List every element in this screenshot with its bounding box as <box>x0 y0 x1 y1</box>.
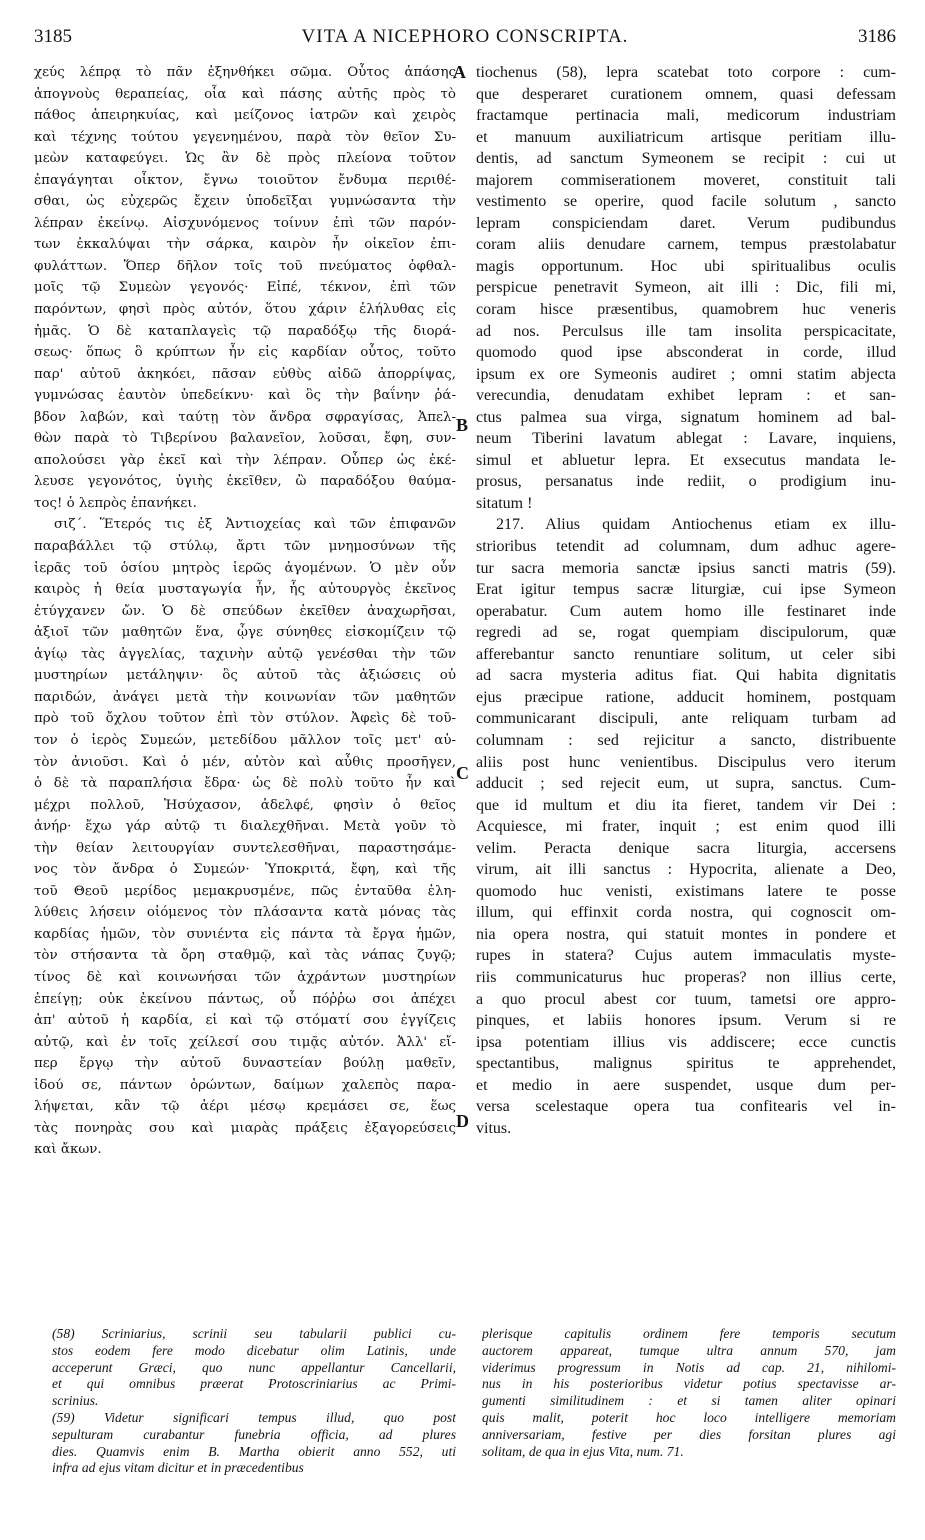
greek-text-line: τίνος δὲ καὶ κοινωνήσαι τῶν ἀχράντων μυστηρίων <box>34 969 456 985</box>
greek-text-line: ἀνήρ· ἔχω γάρ αὐτῷ τι διαλεχθῆναι. Μετὰ γοῦν τὸ <box>34 819 456 835</box>
page-number-left: 3185 <box>34 26 72 47</box>
greek-text-line: τὸν ἀνιοῦσι. Καὶ ὁ μέν, αὐτὸν καὶ αὖθις προσῆγεν, <box>34 754 456 770</box>
greek-text-line: τος! ὁ λεπρὸς ἐπανήκει. <box>34 495 197 511</box>
greek-text-line: λύθεις λήσειν οἰόμενος τὸν πλάσαντα κατὰ μόνας τὰς <box>34 905 456 921</box>
greek-text-line: ὁ δὲ τὰ παραπλήσια ἔδρα· ὡς δὲ πολὺ τοῦτο ἦν καὶ <box>34 776 456 792</box>
greek-text-line: τὸν στήσαντα τὰ ὄρη σταθμῷ, καὶ τὰς νάπας ζυγῷ; <box>34 948 456 964</box>
greek-text-line: ἀπογνοὺς θεραπείας, οἷα καὶ πάσης αὐτῆς πρὸς τὸ <box>34 86 456 102</box>
latin-text-line: ipsa potentiam illius vis addiscere; ecce cunctis <box>476 1033 896 1051</box>
footnote-line: plerisque capitulis ordinem fere temporis secutum <box>482 1326 896 1341</box>
latin-text-line: et manuum auxiliatricum artisque peritiam illu- <box>476 128 896 146</box>
greek-text-line: χεύς λέπρᾳ τὸ πᾶν ἐξηνθήκει σῶμα. Οὗτος ἁπάσης <box>34 65 456 80</box>
latin-text-line: riis communicaturus huc properas? non illius certe, <box>476 968 896 986</box>
footnote-line: quis malit, poterit hoc loco intelligere memoriam <box>482 1409 896 1425</box>
latin-text-line: ctus palmea sua virga, signatum hominem ad bal- <box>476 408 896 426</box>
greek-text-line: καὶ τέχνης τούτου γεγενημένου, παρὰ τὸν θεῖον Συ- <box>34 129 456 145</box>
latin-text-line: ad sacra mysteria aditus fiat. Qui habita dignitatis <box>476 667 896 685</box>
greek-text-line: φυλάττων. Ὅπερ δῆλον τοῖς τοῦ πνεύματος ὀφθαλ- <box>34 258 456 274</box>
latin-text-line: que id multum et diu ita fieret, tandem vir Dei : <box>476 796 896 814</box>
footnotes-left <box>52 1326 456 1477</box>
latin-text-line: columnam : sed rejicitur a sancto, distribuente <box>476 731 896 749</box>
latin-text-line: perspicue penetravit Symeon, ait illi : Dic, fili mi, <box>476 279 896 297</box>
greek-text-line: θὼν παρὰ τὸ Τιβερίνου βαλανεῖον, λοῦσαι, ἔφη, συν- <box>34 431 456 447</box>
latin-text-line: prosus, persanatus inde rediit, o prodigium inu- <box>476 473 896 491</box>
latin-text-line: vestimento se operire, quod facile solutum , sancto <box>476 193 896 211</box>
latin-text-line: quomodo quod ipse absconderat in corde, illud <box>476 344 896 362</box>
latin-text-line: a quo procul abest cor tuum, tametsi ore appro- <box>476 990 896 1008</box>
greek-text-line: περ ἔργῳ τὴν αὐτοῦ δυναστείαν βούλῃ μαθεῖν, <box>34 1056 456 1072</box>
greek-text-line: ἀξιοῖ τῶν μαθητῶν ἕνα, ᾧγε σύνηθες εἰσκομίζειν τῷ <box>34 625 456 641</box>
greek-text-line: ἱερᾶς τοῦ ὁσίου μητρὸς ἱερῶς ἀγομένων. Ὁ μὲν οὖν <box>34 560 456 576</box>
latin-text-line: aliis post hunc venientibus. Discipulus vero iterum <box>476 753 896 771</box>
footnote-line: (58) Scriniarius, scrinii seu tabularii publici cu- <box>52 1326 456 1341</box>
greek-text-line: ἰδού σε, πάντων ὁρώντων, δαίμων χαλεπὸς παρα- <box>34 1077 456 1093</box>
greek-text-line: ἐτύγχανεν ὤν. Ὁ δὲ σπεύδων ἐκεῖθεν ἀναχωρῆσαι, <box>34 603 456 619</box>
greek-text-line: λέπραν ἐκείνῳ. Αἰσχυνόμενος τοίνυν ἐπὶ τῶν παρόν- <box>34 215 456 231</box>
greek-text-line: μοῖς τῷ Συμεὼν γεγονός· Εἰπέ, τέκνον, ἐπὶ τῶν <box>34 280 456 296</box>
latin-text-line: ipsum ex ore Symeonis audiret ; omni statim abjecta <box>476 365 896 383</box>
greek-text-line: τον ὁ ἱερὸς Συμεών, μετεδίδου μᾶλλον τοῖς μετ' αὐ- <box>34 732 456 748</box>
latin-text-line: nia opera nostra, qui statuit montes in pondere et <box>476 925 896 943</box>
greek-text-line: σιζ΄. Ἕτερός τις ἐξ Ἀντιοχείας καὶ τῶν ἐπιφανῶν <box>54 517 456 533</box>
latin-text-line: velim. Peracta denique sacra liturgia, accersens <box>476 839 896 857</box>
footnote-line: et qui omnibus præerat Protoscriniarius ac Primi- <box>52 1376 456 1392</box>
section-marker-b: B <box>456 415 469 435</box>
footnote-line: gumenti similitudinem : et si tamen aliter opinari <box>482 1393 896 1409</box>
greek-text-line: λευσε γεγονότος, ὑγιὴς ἐκεῖθεν, ὢ παραδόξου θαύμα- <box>34 474 456 490</box>
greek-text-line: καιρὸς ἡ θεία μυσταγωγία ἦν, ἧς αὐτουργὸς ἐκεῖνος <box>34 582 456 598</box>
greek-text-line: μεὼν καταφεύγει. Ὡς ἂν δὲ πρὸς πλείονα τοῦτον <box>34 151 456 167</box>
greek-text-line: πάθος ἀπειρηκυίας, καὶ μείζονος ἰατρῶν καὶ χειρὸς <box>34 108 456 124</box>
footnote-line: dies. Quamvis enim B. Martha obierit anno 552, uti <box>52 1443 456 1459</box>
latin-text-line: ejus præcipue ratione, adducit hominem, postquam <box>476 688 896 706</box>
greek-text-line: νος τὸν ἄνδρα ὁ Συμεών· Ὑποκριτά, ἔφη, καὶ τῆς <box>34 862 456 878</box>
latin-text-line: adducit ; sed rejecit eum, ut supra, sanctus. Cum- <box>476 775 896 793</box>
latin-text-line: pinques, et labiis honores ipsum. Verum si re <box>476 1012 896 1030</box>
greek-text-line: παρ' αὐτοῦ ἀκηκόει, πᾶσαν εὐθὺς αἰδῶ ἀπορρίψας, <box>34 366 456 382</box>
footnote-line: scrinius. <box>52 1393 99 1409</box>
footnote-line: infra ad ejus vitam dicitur et in præcedentibus <box>52 1460 304 1476</box>
footnote-line: solitam, de qua in ejus Vita, num. 71. <box>482 1443 684 1459</box>
latin-text-line: coram hisce præsentibus, quamobrem huc veneris <box>476 301 896 319</box>
greek-text-line: ἡμᾶς. Ὁ δὲ καταπλαγεὶς τῷ παραδόξῳ τῆς διορά- <box>34 323 456 339</box>
latin-text-line: communicarant discipuli, ante reliquam turbam ad <box>476 710 896 728</box>
greek-text-line: των ἐκκαλύψαι τὴν σάρκα, καιρὸν ἦν οἰκεῖον ἐπι- <box>34 237 456 253</box>
footnote-line: nus in his posterioribus videtur potius spectavisse ar- <box>482 1376 896 1392</box>
footnote-line: acceperunt Græci, quo nunc appellantur Cancellarii, <box>52 1359 456 1375</box>
latin-text-line: versa scelestaque opera tua confitearis vel in- <box>476 1098 896 1116</box>
latin-text-line: sitatum ! <box>476 494 533 512</box>
latin-text-line: neum Tiberini lavatum ablegat : Lavare, inquiens, <box>476 430 896 448</box>
running-header <box>34 26 896 56</box>
greek-text-line: ἀπ' αὐτοῦ ἡ καρδία, εἰ καὶ τῷ στόματί σου ἐγγίζεις <box>34 1013 456 1029</box>
latin-text-line: Acquiesce, mi frater, inquit ; est enim quod illi <box>476 818 896 836</box>
running-title: VITA A NICEPHORO CONSCRIPTA. <box>301 26 629 47</box>
greek-text-line: ἐπείγῃ; οὐκ ἐκείνου πάντως, οὗ πόῤῥω σοι ἀπέχει <box>34 991 456 1007</box>
greek-text-line: αὐτῷ, καὶ ἐν τοῖς χείλεσί σου τιμᾷς αὐτόν. Ἀλλ' εἴ- <box>34 1034 456 1050</box>
greek-text-line: λήψεται, κἂν τῷ ἀέρι μέσῳ κρεμάσει σε, ἕως <box>34 1099 456 1115</box>
greek-text-line: τοῦ Θεοῦ μερίδος μεμακρυσμένε, πῶς ἐνταῦθα ἐλη- <box>34 883 456 899</box>
greek-text-line: μυστηρίων μετάληψιν· ὃς αὐτοῦ τὰς ἀξιώσεις οὐ <box>34 668 456 684</box>
latin-text-line: regredi ad se, rogat quempiam discipulorum, quæ <box>476 624 896 642</box>
latin-text-line: ad nos. Perculsus ille tam insolita perspicacitate, <box>476 322 896 340</box>
latin-text-line: illum, qui effinxit corda nostra, qui cognoscit om- <box>476 904 896 922</box>
latin-text-line: fractamque pertinacia mali, medicorum industriam <box>476 107 896 125</box>
greek-text-line: παριδών, ἀνάγει μετὰ τὴν κοινωνίαν τῶν μαθητῶν <box>34 689 456 705</box>
greek-text-line: καὶ ἄκων. <box>34 1142 102 1158</box>
latin-text-line: virum, ait illi sanctus : Hypocrita, alienate a Deo, <box>476 861 896 879</box>
section-marker-d: D <box>456 1111 469 1131</box>
latin-column <box>476 62 896 1139</box>
latin-text-line: vitus. <box>476 1119 512 1137</box>
section-marker-c: C <box>456 763 469 783</box>
greek-text-line: απολούσει γὰρ ἐκεῖ καὶ τὴν λέπραν. Οὗπερ ὡς ἐκέ- <box>34 452 456 468</box>
latin-text-line: tur sacra memoria sanctæ ipsius sancti matris (59). <box>476 559 896 577</box>
greek-text-line: γυμνώσας ἑαυτὸν ὑπεδείκνυ· καὶ ὃς τὴν βαΐνην ῥά- <box>34 388 456 404</box>
latin-text-line: strioribus tetendit ad columnam, dum adhuc agere- <box>476 538 896 556</box>
latin-text-line: spectantibus, malignus spiritus te apprehendet, <box>476 1055 896 1073</box>
greek-text-line: παραβάλλει τῷ στύλῳ, ἄρτι τῶν μνημοσύνων τῆς <box>34 539 456 555</box>
latin-text-line: simul et abluetur lepra. Et exsecutus mandata le- <box>476 451 896 469</box>
footnote-line: stos eodem fere modo dicebatur olim Latinis, unde <box>52 1342 456 1358</box>
page-number-right: 3186 <box>858 26 896 47</box>
latin-text-line: quomodo huc venisti, existimans latere te posse <box>476 882 896 900</box>
greek-text-line: ἁγίῳ τὰς ἀγγελίας, ταχινὴν αὐτῷ γενέσθαι τὴν τῶν <box>34 646 456 662</box>
latin-text-line: magis opportunum. Hoc ubi spiritualibus oculis <box>476 257 896 275</box>
footnote-line: anniversariam, festive per dies forsitan plures agi <box>482 1426 896 1442</box>
footnote-line: sepulturam curabantur funebria officia, ad plures <box>52 1426 456 1442</box>
latin-text-line: lepram conspiciendam daret. Verum pudibundus <box>476 214 896 232</box>
footnote-line: (59) Videtur significari tempus illud, quo post <box>52 1409 456 1425</box>
greek-text-line: ἐπαγάγηται οἶκτον, ἔγνω τοιοῦτον ἔνδυμα περιθέ- <box>34 172 456 188</box>
greek-text-line: καρδίας ἡμῶν, τὸν συνιέντα εἰς πάντα τὰ ἔργα ἡμῶν, <box>34 926 456 942</box>
latin-text-line: que desperaret curationem omnem, quasi defessam <box>476 85 896 103</box>
latin-text-line: 217. Alius quidam Antiochenus etiam ex illu- <box>496 516 896 534</box>
latin-text-line: Erat igitur tempus sacræ liturgiæ, cui ipse Symeon <box>476 581 896 599</box>
latin-text-line: rupes in statera? Cujus autem immaculatis myste- <box>476 947 896 965</box>
section-marker-a: A <box>453 62 466 82</box>
latin-text-line: afferebantur sancto renuntiare solitum, ut celer sibi <box>476 645 896 663</box>
latin-text-line: verecundia, denudatam exhibet lepram : et san- <box>476 387 896 405</box>
latin-text-line: coram aliis denudare carnem, tempus præstolabatur <box>476 236 896 254</box>
latin-text-line: dentis, ad sanctum Symeonem se recipit : cui ut <box>476 150 896 168</box>
greek-text-line: τὴν θείαν λειτουργίαν συντελεσθῆναι, παραστησάμε- <box>34 840 456 856</box>
latin-text-line: majorem commiserationem moveret, constituit tali <box>476 171 896 189</box>
footnotes-right <box>482 1326 896 1460</box>
latin-text-line: et medio in aere suspendet, usque dum per- <box>476 1076 896 1094</box>
footnote-line: auctorem appareat, tumque ultra annum 570, jam <box>482 1342 896 1358</box>
greek-text-line: τὰς πονηρὰς σου καὶ μιαρὰς πράξεις ἐξαγορεύσεις <box>34 1120 456 1136</box>
latin-text-line: operabatur. Cum autem homo ille festinaret inde <box>476 602 896 620</box>
footnote-line: viderimus progressum in Notis ad cap. 21, nihilomi- <box>482 1359 896 1375</box>
greek-text-line: βδον λαβών, καὶ ταύτῃ τὸν ἄνδρα σφραγίσας, Ἀπελ- <box>34 409 456 425</box>
greek-column <box>34 62 456 1161</box>
greek-text-line: σεως· ὅπως ὃ κρύπτων ἦν εἰς καρδίαν οὗτος, τοῦτο <box>34 345 456 361</box>
greek-text-line: σθαι, ὡς εὐχερῶς ἔχειν ὑποδεῖξαι γυμνώσαντα τὴν <box>34 194 456 210</box>
greek-text-line: μέχρι πολλοῦ, Ἡσύχασον, ἀδελφέ, φησὶν ὁ θεῖος <box>34 797 456 813</box>
latin-text-line: tiochenus (58), lepra scatebat toto corpore : cum- <box>476 64 896 81</box>
greek-text-line: πρὸ τοῦ ὄχλου τοῦτον ἐπὶ τὸν στύλον. Ἀφεὶς δὲ τοῦ- <box>34 711 456 727</box>
greek-text-line: παρόντων, φησὶ πρὸς αὐτόν, ὅτου χάριν ἐλήλυθας εἰς <box>34 302 456 318</box>
